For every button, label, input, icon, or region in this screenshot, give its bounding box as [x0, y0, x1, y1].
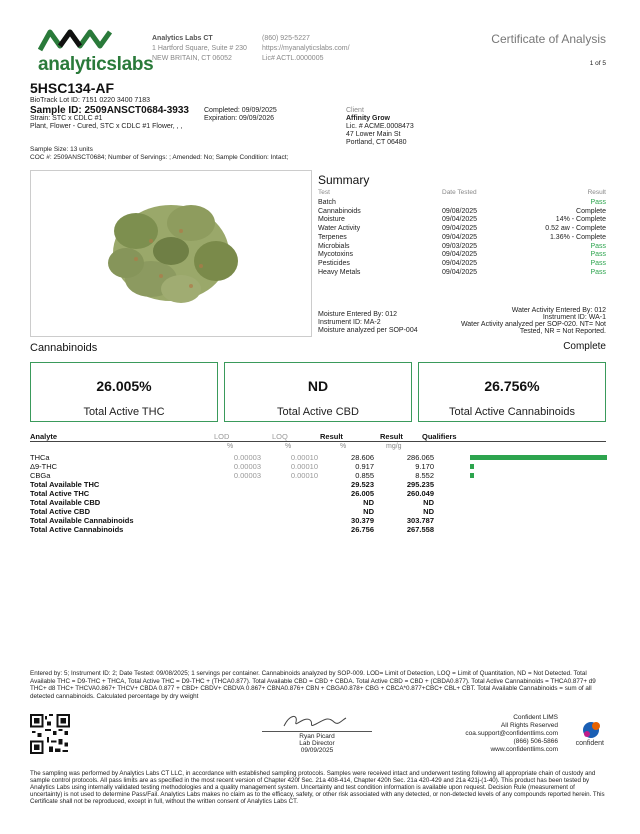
moisture-sop: Moisture analyzed per SOP-004	[318, 327, 418, 334]
total-active-cbd-label: Total Active CBD	[277, 406, 359, 418]
signature-line	[262, 731, 372, 732]
moisture-entered-by: Moisture Entered By: 012	[318, 311, 397, 318]
confident-logo-icon	[580, 720, 602, 740]
sample-size: Sample Size: 13 units	[30, 146, 93, 153]
summary-row	[318, 225, 606, 233]
lod-value: 0.00003	[233, 471, 261, 480]
loq-value: 0.00010	[290, 453, 318, 462]
analyte-name: Total Active THC	[30, 489, 90, 498]
header-loq: LOQ	[272, 432, 288, 441]
summary-test: Batch	[318, 199, 336, 206]
disclaimer: The sampling was performed by Analytics Labs CT LLC, in accordance with established sampling protocols. Samples were received intact and underwent testing following all appropriate chain of custody and sample control protocols. All pass limits are as specified in the most recent version of Chapter 420f Sec. 21a 408-414, Chapter 420h Sec. 21a 420-429 and 21a 421j-(1-40). This product has been tested by Analytics Labs using internally validated testing methodologies and a quality management system. Uncertainty and test condition information is available upon request. Decision Rule (measurement of uncertainty) is not used to determine Pass/Fail. Analytics Labs makes no claim as to the efficacy, safety, or other risk associated with any detected, or non-detected levels of any compounds reported herein. This Certificate shall not be reproduced, except in full, without the written consent of Analytics Labs CT.	[30, 770, 605, 805]
result-mg: ND	[423, 498, 434, 507]
summary-result: Pass	[590, 199, 606, 206]
client-name: Affinity Grow	[346, 115, 390, 122]
summary-result: Pass	[590, 268, 606, 276]
signer-title: Lab Director	[299, 740, 335, 747]
summary-test: Cannabinoids	[318, 207, 361, 215]
result-mg: 286.065	[406, 453, 434, 462]
summary-result: 0.52 aw - Complete	[545, 225, 606, 233]
summary-test: Terpenes	[318, 233, 347, 241]
summary-row	[318, 251, 606, 259]
lab-name: Analytics Labs CT	[152, 35, 213, 42]
lims-website[interactable]: www.confidentlims.com	[490, 746, 558, 753]
qualifier-bar	[470, 473, 474, 478]
header-lod: LOD	[214, 432, 230, 441]
header-qualifiers: Qualifiers	[422, 432, 457, 441]
result-percent: 0.917	[355, 462, 374, 471]
summary-result: Complete	[576, 207, 606, 215]
lab-license: Lic# ACTL.0000005	[262, 55, 324, 62]
table-row	[30, 498, 470, 507]
chain-of-custody: COC #: 2509ANSCT0684; Number of Servings: ; Amended: No; Sample Condition: Intact;	[30, 154, 289, 161]
total-active-cannabinoids-value: 26.756%	[484, 378, 540, 394]
water-activity-entered-by: Water Activity Entered By: 012	[511, 307, 606, 314]
result-mg: 8.552	[415, 471, 434, 480]
summary-header-test: Test	[318, 189, 330, 196]
result-percent: 30.379	[351, 516, 374, 525]
table-row	[30, 453, 470, 462]
header-result-pct: Result	[320, 432, 343, 441]
summary-test: Mycotoxins	[318, 251, 354, 259]
result-percent: 26.005	[351, 489, 374, 498]
client-license: Lic. # ACME.0008473	[346, 123, 414, 130]
table-divider	[30, 441, 606, 442]
lims-email[interactable]: coa.support@confidentlims.com	[465, 730, 558, 737]
summary-row	[318, 216, 606, 224]
moisture-instrument: Instrument ID: MA-2	[318, 319, 381, 326]
table-row	[30, 516, 470, 525]
analyte-name: Total Active CBD	[30, 507, 91, 516]
total-active-thc-box	[30, 362, 218, 422]
total-active-cannabinoids-box	[418, 362, 606, 422]
company-logo-icon	[38, 28, 112, 52]
summary-row	[318, 199, 606, 207]
summary-date: 09/08/2025	[442, 207, 478, 215]
summary-result: Pass	[590, 259, 606, 267]
summary-result: Pass	[590, 242, 606, 250]
water-activity-sop: Water Activity analyzed per SOP-020. NT= Not	[460, 321, 606, 328]
logo-text: analyticslabs	[38, 54, 154, 75]
summary-date: 09/03/2025	[442, 242, 478, 250]
client-label: Client	[346, 107, 364, 114]
lab-website[interactable]: https://myanalyticslabs.com/	[262, 45, 350, 52]
result-percent: 26.756	[351, 525, 374, 534]
page-number: 1 of 5	[589, 60, 606, 67]
summary-row	[318, 234, 606, 242]
product-type: Plant, Flower - Cured, STC x CDLC #1 Flower, , ,	[30, 123, 183, 130]
analyte-name: Total Available CBD	[30, 498, 101, 507]
result-percent: ND	[363, 507, 374, 516]
unit-lod: %	[227, 443, 234, 450]
summary-result: 1.36% - Complete	[549, 233, 606, 241]
summary-row	[318, 260, 606, 268]
summary-date: 09/04/2025	[442, 259, 478, 267]
unit-pct: %	[340, 443, 347, 450]
summary-result: 14% - Complete	[555, 216, 606, 224]
analyte-name: CBGa	[30, 471, 51, 480]
summary-test: Heavy Metals	[318, 268, 361, 276]
confident-logo-text: confident	[575, 740, 604, 747]
result-percent: 29.523	[351, 480, 374, 489]
result-percent: ND	[363, 498, 374, 507]
loq-value: 0.00010	[290, 462, 318, 471]
loq-value: 0.00010	[290, 471, 318, 480]
table-row	[30, 480, 470, 489]
summary-test: Water Activity	[318, 225, 361, 233]
qualifier-bar	[470, 464, 474, 469]
analyte-name: Δ9-THC	[30, 462, 58, 471]
table-row	[30, 489, 470, 498]
result-mg: ND	[423, 507, 434, 516]
result-mg: 295.235	[406, 480, 434, 489]
completed-date: Completed: 09/09/2025	[204, 107, 277, 114]
summary-result: Pass	[590, 251, 606, 259]
document-title: Certificate of Analysis	[491, 32, 606, 46]
signer-name: Ryan Picard	[299, 733, 335, 740]
lims-rights: All Rights Reserved	[500, 722, 558, 729]
analyte-name: THCa	[30, 453, 50, 462]
header-analyte: Analyte	[30, 432, 58, 441]
result-percent: 0.855	[355, 471, 374, 480]
water-activity-instrument: Instrument ID: WA-1	[542, 314, 606, 321]
summary-date: 09/04/2025	[442, 251, 478, 259]
table-row	[30, 462, 470, 471]
water-activity-note: Tested, NR = Not Reported.	[519, 328, 606, 335]
summary-row	[318, 243, 606, 251]
sample-id: Sample ID: 2509ANSCT0684-3933	[30, 105, 189, 116]
table-row	[30, 507, 470, 516]
total-active-thc-label: Total Active THC	[83, 406, 165, 418]
analyte-name: Total Active Cannabinoids	[30, 525, 124, 534]
lod-value: 0.00003	[233, 462, 261, 471]
lab-address-line2: NEW BRITAIN, CT 06052	[152, 55, 232, 62]
lab-phone: (860) 925-5227	[262, 35, 310, 42]
total-active-cbd-value: ND	[307, 378, 329, 394]
table-row	[30, 471, 470, 480]
unit-mg: mg/g	[386, 443, 402, 450]
unit-loq: %	[285, 443, 292, 450]
result-percent: 28.606	[351, 453, 374, 462]
signature-date: 09/09/2025	[300, 747, 334, 754]
cannabis-flower-icon	[31, 171, 311, 336]
result-mg: 9.170	[415, 462, 434, 471]
total-active-cbd-box	[224, 362, 412, 422]
result-mg: 260.049	[406, 489, 434, 498]
summary-row	[318, 208, 606, 216]
analyte-name: Total Available THC	[30, 480, 100, 489]
lims-name: Confident LIMS	[513, 714, 558, 721]
summary-date: 09/04/2025	[442, 268, 478, 276]
strain: Strain: STC x CDLC #1	[30, 115, 103, 122]
client-address-line2: Portland, CT 06480	[346, 139, 407, 146]
table-row	[30, 525, 470, 534]
sample-photo	[30, 170, 312, 337]
summary-row	[318, 269, 606, 277]
client-address-line1: 47 Lower Main St	[346, 131, 401, 138]
cannabinoids-title: Cannabinoids	[30, 342, 98, 354]
summary-test: Moisture	[318, 216, 345, 224]
summary-title: Summary	[318, 173, 370, 187]
summary-date: 09/04/2025	[442, 233, 478, 241]
expiration-date: Expiration: 09/09/2026	[204, 115, 275, 122]
lims-phone: (866) 506-5866	[513, 738, 558, 745]
summary-test: Pesticides	[318, 259, 350, 267]
total-active-thc-value: 26.005%	[96, 378, 152, 394]
total-active-cannabinoids-label: Total Active Cannabinoids	[449, 406, 575, 418]
lod-value: 0.00003	[233, 453, 261, 462]
qualifier-bar	[470, 455, 607, 460]
summary-test: Microbials	[318, 242, 350, 250]
lab-address-line1: 1 Hartford Square, Suite # 230	[152, 45, 247, 52]
result-mg: 267.558	[406, 525, 434, 534]
sample-name: 5HSC134-AF	[30, 80, 115, 96]
qr-code-icon[interactable]	[30, 714, 70, 754]
header-result-mg: Result	[380, 432, 403, 441]
summary-header-date: Date Tested	[442, 189, 477, 196]
summary-header-result: Result	[587, 189, 606, 196]
cannabinoids-status: Complete	[563, 341, 606, 352]
analyte-name: Total Available Cannabinoids	[30, 516, 134, 525]
summary-date: 09/04/2025	[442, 216, 478, 224]
result-mg: 303.787	[406, 516, 434, 525]
signature-icon	[280, 712, 350, 732]
cannabinoid-notes: Entered by: 5; Instrument ID: 2; Date Tested: 09/08/2025; 1 servings per container. Cannabinoids analyzed by SOP-009. LOD= Limit of Detection, LOQ = Limit of Quantitation, ND = Not Detected. Total Available THC = D9-THC + THCA, Total Active THC = D9-THC + (THCA0.877). Total Available CBD = CBD + CBDA. Total Active CBD = CBD + (CBDA0.877). Total Active Cannabinoids = THCA0.877+ d9 THC+ d8 THC+ THCVA0.867+ THCV+ CBDA 0.877 + CBD+ CBDV+ CBDVA 0.867+ CBNA0.876+ CBN + CBGA0.878+ CBG + CBCA*0.877+CBC+ CBL+ CBT. Total Available Cannabinoids = sum of all detected cannabinoids. Calculated percentage by dry weight	[30, 670, 596, 700]
summary-date: 09/04/2025	[442, 225, 478, 233]
biotrack-lot-id: BioTrack Lot ID: 7151 0220 3400 7183	[30, 97, 150, 104]
